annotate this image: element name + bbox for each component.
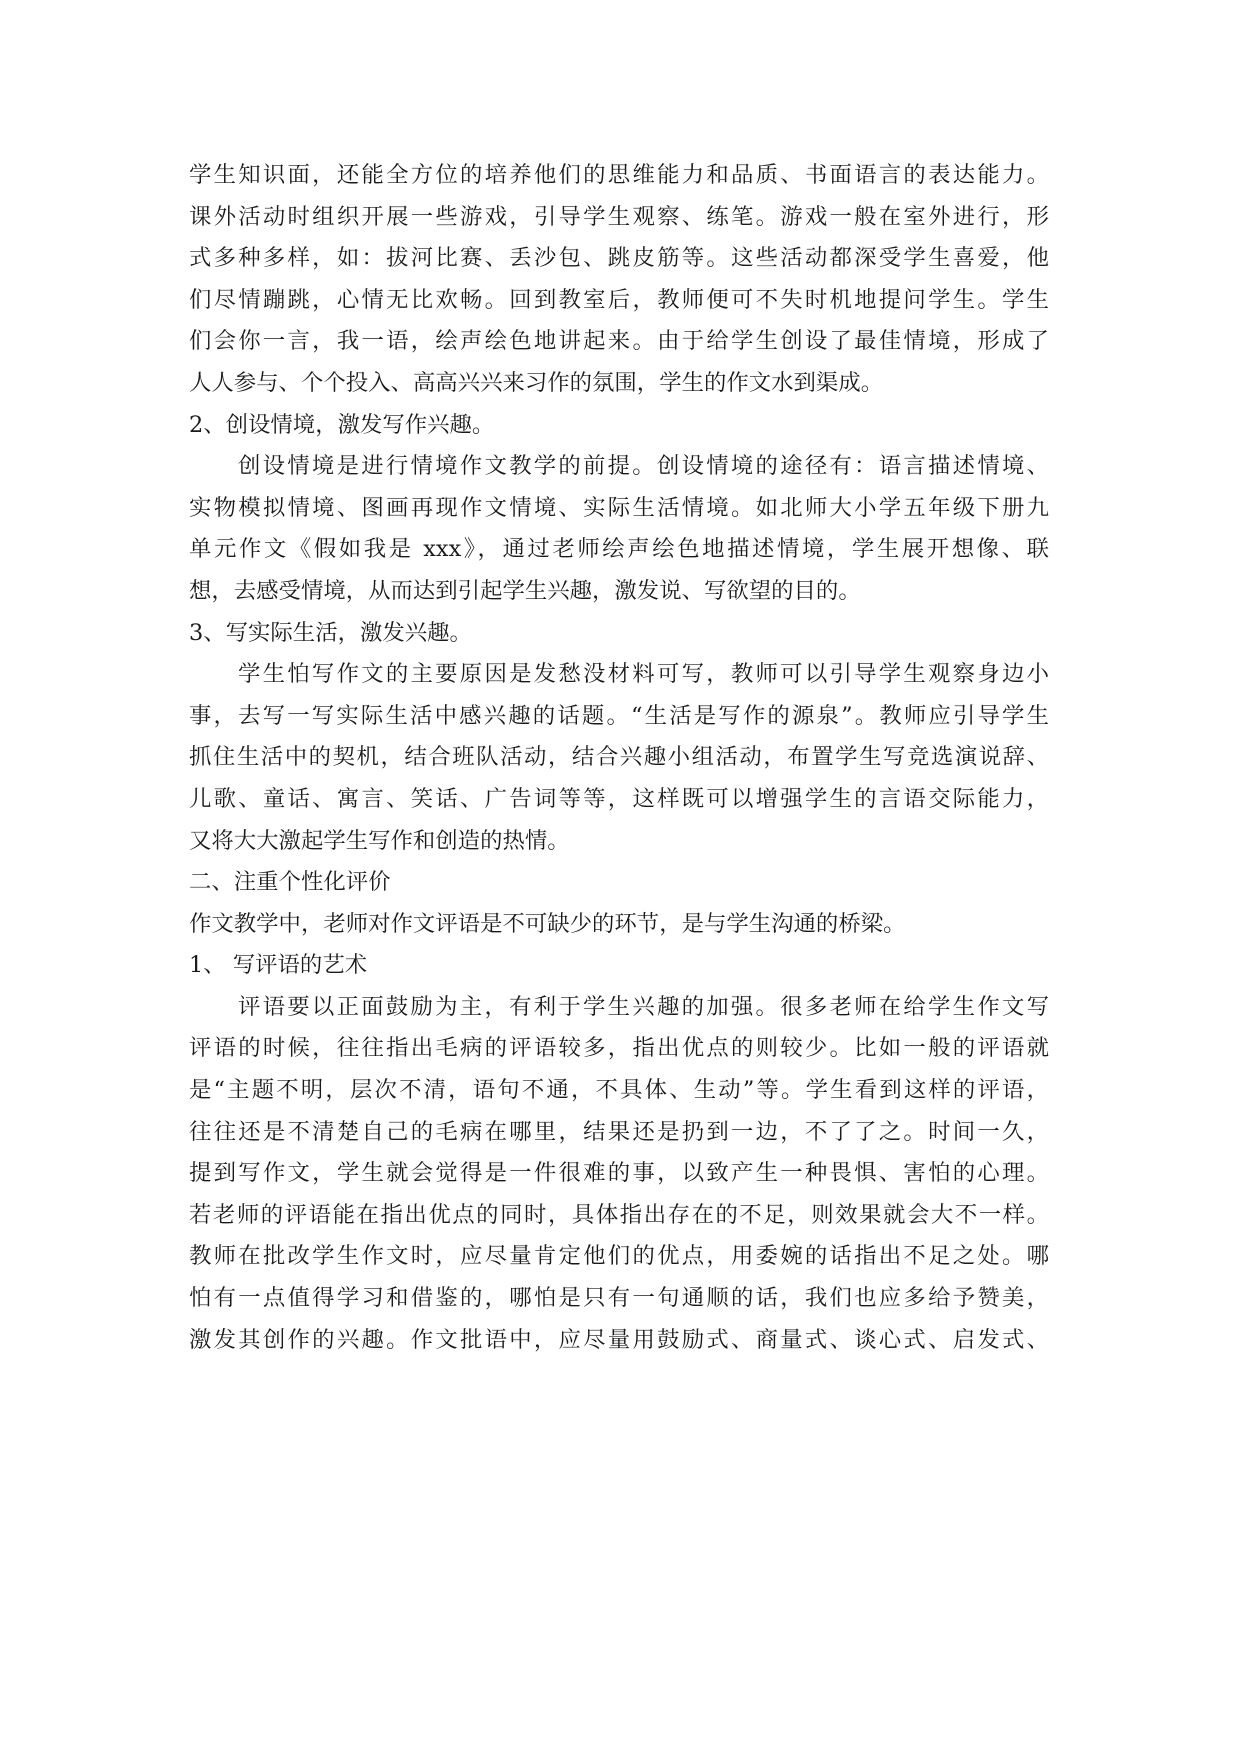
section-heading: 3、写实际生活，激发兴趣。 (189, 619, 472, 646)
text-line: 又将大大激起学生写作和创造的热情。 (189, 827, 570, 854)
text-line: 创设情境是进行情境作文教学的前提。创设情境的途径有：语言描述情境、 (238, 453, 1049, 480)
text-line: 作文教学中，老师对作文评语是不可缺少的环节，是与学生沟通的桥梁。 (189, 910, 906, 937)
text-line: 评语的时候，往往指出毛病的评语较多，指出优点的则较少。比如一般的评语就 (189, 1035, 1049, 1062)
text-line: 们会你一言，我一语，绘声绘色地讲起来。由于给学生创设了最佳情境，形成了 (189, 328, 1049, 355)
text-line: 是“主题不明，层次不清，语句不通，不具体、生动”等。学生看到这样的评语， (189, 1077, 1049, 1104)
text-line: 往往还是不清楚自己的毛病在哪里，结果还是扔到一边，不了了之。时间一久， (189, 1118, 1049, 1145)
section-heading: 2、创设情境，激发写作兴趣。 (189, 411, 495, 438)
text-line: 怕有一点值得学习和借鉴的，哪怕是只有一句通顺的话，我们也应多给予赞美， (189, 1285, 1049, 1312)
text-line: 单元作文《假如我是 xxx》，通过老师绘声绘色地描述情境，学生展开想像、联 (189, 536, 1049, 563)
text-line: 评语要以正面鼓励为主，有利于学生兴趣的加强。很多老师在给学生作文写 (238, 993, 1049, 1020)
text-line: 式多种多样，如：拔河比赛、丢沙包、跳皮筋等。这些活动都深受学生喜爱，他 (189, 245, 1049, 272)
text-line: 儿歌、童话、寓言、笑话、广告词等等，这样既可以增强学生的言语交际能力， (189, 785, 1049, 812)
text-line: 激发其创作的兴趣。作文批语中，应尽量用鼓励式、商量式、谈心式、启发式、 (189, 1326, 1049, 1353)
text-line: 事，去写一写实际生活中感兴趣的话题。“生活是写作的源泉”。教师应引导学生 (189, 702, 1049, 729)
text-line: 学生怕写作文的主要原因是发愁没材料可写，教师可以引导学生观察身边小 (238, 661, 1049, 688)
section-heading: 二、注重个性化评价 (189, 869, 391, 896)
text-line: 们尽情蹦跳，心情无比欢畅。回到教室后，教师便可不失时机地提问学生。学生 (189, 286, 1049, 313)
section-heading: 1、 写评语的艺术 (189, 952, 368, 979)
text-line: 人人参与、个个投入、高高兴兴来习作的氛围，学生的作文水到渠成。 (189, 369, 884, 396)
text-line: 学生知识面，还能全方位的培养他们的思维能力和品质、书面语言的表达能力。 (189, 162, 1049, 188)
text-line: 教师在批改学生作文时，应尽量肯定他们的优点，用委婉的话指出不足之处。哪 (189, 1243, 1049, 1270)
text-line: 提到写作文，学生就会觉得是一件很难的事，以致产生一种畏惧、害怕的心理。 (189, 1160, 1049, 1187)
text-line: 课外活动时组织开展一些游戏，引导学生观察、练笔。游戏一般在室外进行，形 (189, 203, 1049, 230)
document-page (189, 155, 1049, 1361)
text-line: 想，去感受情境，从而达到引起学生兴趣，激发说、写欲望的目的。 (189, 577, 861, 604)
text-line: 抓住生活中的契机，结合班队活动，结合兴趣小组活动，布置学生写竞选演说辞、 (189, 744, 1049, 771)
text-line: 实物模拟情境、图画再现作文情境、实际生活情境。如北师大小学五年级下册九 (189, 494, 1049, 521)
text-line: 若老师的评语能在指出优点的同时，具体指出存在的不足，则效果就会大不一样。 (189, 1201, 1049, 1228)
